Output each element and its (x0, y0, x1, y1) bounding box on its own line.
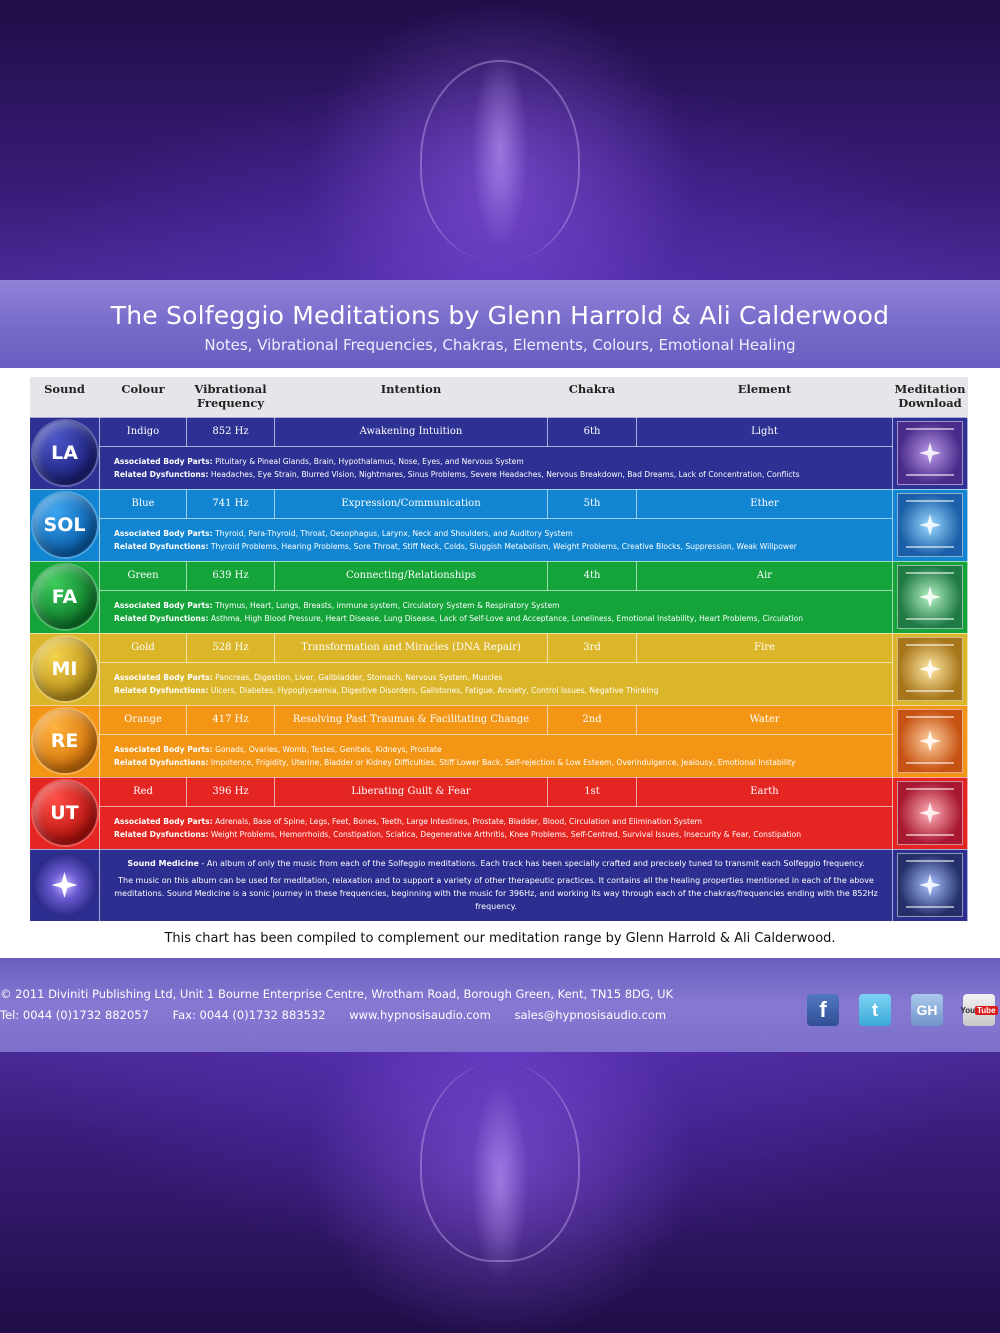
table-row (30, 561, 968, 590)
table-row-details (30, 446, 968, 489)
sound-cell (30, 561, 100, 633)
telephone-text: Tel: 0044 (0)1732 882057 (0, 1008, 149, 1022)
solfeggio-table (29, 377, 968, 922)
sound-cell (30, 417, 100, 489)
colour-cell: Orange (100, 705, 187, 734)
frequency-cell: 528 Hz (187, 633, 275, 662)
dysfunctions-text: Headaches, Eye Strain, Blurred Vision, Nightmares, Sinus Problems, Severe Headaches, Nervous Breakdown, Bad Dreams, Lack of Concentration, Conflicts (210, 469, 800, 479)
dysfunctions-label: Related Dysfunctions: (114, 469, 209, 479)
album-cover-741hz[interactable] (897, 493, 963, 557)
table-row (30, 633, 968, 662)
body-parts-label: Associated Body Parts: (114, 816, 213, 826)
element-cell: Light (637, 417, 893, 446)
frequency-cell: 741 Hz (187, 489, 275, 518)
twitter-icon[interactable]: t (859, 994, 891, 1026)
body-parts-label: Associated Body Parts: (114, 744, 213, 754)
sound-medicine-line1: - An album of only the music from each of the Solfeggio meditations. Each track has been specially crafted and precisely tuned to transmit each Solfeggio frequency. (198, 859, 865, 868)
frequency-cell: 852 Hz (187, 417, 275, 446)
email-link[interactable]: sales@hypnosisaudio.com (514, 1008, 667, 1022)
intention-cell: Transformation and Miracles (DNA Repair) (275, 633, 548, 662)
gh-icon[interactable]: GH (911, 994, 943, 1026)
sound-orb-fa: FA (33, 565, 97, 629)
details-cell (100, 446, 893, 489)
youtube-tube: Tube (977, 1005, 996, 1015)
chakra-cell: 2nd (548, 705, 637, 734)
frequency-cell: 417 Hz (187, 705, 275, 734)
contact-line (0, 1008, 686, 1022)
sound-orb-re: RE (33, 709, 97, 773)
col-header-chakra: Chakra (548, 377, 637, 417)
frequency-cell: 639 Hz (187, 561, 275, 590)
col-header-element: Element (637, 377, 893, 417)
colour-cell: Red (100, 777, 187, 806)
col-header-download: Meditation Download (893, 377, 968, 417)
website-link[interactable]: www.hypnosisaudio.com (349, 1008, 491, 1022)
details-cell (100, 734, 893, 777)
sound-cell (30, 705, 100, 777)
details-cell (100, 590, 893, 633)
element-cell: Ether (637, 489, 893, 518)
table-row (30, 417, 968, 446)
download-cell[interactable] (893, 705, 968, 777)
table-row (30, 777, 968, 806)
page-title: The Solfeggio Meditations by Glenn Harrold & Ali Calderwood (110, 301, 890, 330)
colour-cell: Indigo (100, 417, 187, 446)
table-row-details (30, 806, 968, 849)
download-cell[interactable] (893, 561, 968, 633)
album-cover-852hz[interactable] (897, 421, 963, 485)
sound-medicine-name: Sound Medicine (127, 859, 199, 868)
download-cell[interactable] (893, 489, 968, 561)
body-parts-text: Pancreas, Digestion, Liver, Gallbladder, Stomach, Nervous System, Muscles (215, 672, 503, 682)
table-header-row (30, 377, 968, 417)
dysfunctions-label: Related Dysfunctions: (114, 757, 209, 767)
body-parts-label: Associated Body Parts: (114, 672, 213, 682)
album-cover-528hz[interactable] (897, 637, 963, 701)
album-cover-sound-medicine[interactable] (897, 853, 963, 917)
chakra-cell: 5th (548, 489, 637, 518)
download-cell[interactable] (893, 417, 968, 489)
facebook-icon[interactable]: f (807, 994, 839, 1026)
merkaba-emblem-icon (32, 853, 98, 917)
chakra-cell: 3rd (548, 633, 637, 662)
dysfunctions-text: Impotence, Frigidity, Uterine, Bladder or Kidney Difficulties, Stiff Lower Back, Self-rejection & Low Esteem, Overindulgence, Jealousy, Emotional Instability (210, 757, 796, 767)
background-top (0, 0, 1000, 280)
dysfunctions-text: Weight Problems, Hemorrhoids, Constipation, Sciatica, Degenerative Arthritis, Knee Problems, Self-Centred, Survival Issues, Insecurity & Fear, Constipation (210, 829, 802, 839)
youtube-you: You (960, 1005, 975, 1015)
copyright-text: © 2011 Diviniti Publishing Ltd, Unit 1 Bourne Enterprise Centre, Wrotham Road, Borough Green, Kent, TN15 8DG, UK (0, 987, 674, 1001)
table-row-details (30, 734, 968, 777)
element-cell: Earth (637, 777, 893, 806)
colour-cell: Green (100, 561, 187, 590)
dysfunctions-label: Related Dysfunctions: (114, 685, 209, 695)
body-parts-text: Adrenals, Base of Spine, Legs, Feet, Bones, Teeth, Large Intestines, Prostate, Bladder, Blood, Circulation and Elimination System (215, 816, 703, 826)
sound-medicine-description (100, 849, 893, 921)
footer (0, 958, 1000, 1052)
intention-cell: Liberating Guilt & Fear (275, 777, 548, 806)
col-header-intention: Intention (275, 377, 548, 417)
album-cover-417hz[interactable] (897, 709, 963, 773)
youtube-icon[interactable] (960, 994, 996, 1026)
body-parts-text: Thymus, Heart, Lungs, Breasts, immune system, Circulatory System & Respiratory System (215, 600, 560, 610)
table-row-details (30, 518, 968, 561)
chakra-cell: 4th (548, 561, 637, 590)
body-parts-text: Pituitary & Pineal Glands, Brain, Hypothalamus, Nose, Eyes, and Nervous System (215, 456, 524, 466)
sound-medicine-row (30, 849, 968, 921)
col-header-frequency: Vibrational Frequency (187, 377, 275, 417)
table-row (30, 705, 968, 734)
chakra-cell: 6th (548, 417, 637, 446)
sound-orb-ut: UT (33, 781, 97, 845)
sound-cell (30, 777, 100, 849)
intention-cell: Awakening Intuition (275, 417, 548, 446)
body-parts-label: Associated Body Parts: (114, 600, 213, 610)
sound-orb-mi: MI (33, 637, 97, 701)
background-bottom (0, 1052, 1000, 1333)
body-parts-text: Gonads, Ovaries, Womb, Testes, Genitals, Kidneys, Prostate (215, 744, 442, 754)
chart-caption: This chart has been compiled to complement our meditation range by Glenn Harrold & Ali Calderwood. (164, 931, 836, 946)
header-band (0, 280, 1000, 368)
sound-cell (30, 489, 100, 561)
col-header-sound: Sound (30, 377, 100, 417)
details-cell (100, 662, 893, 705)
element-cell: Air (637, 561, 893, 590)
table-row-details (30, 590, 968, 633)
intention-cell: Resolving Past Traumas & Facilitating Change (275, 705, 548, 734)
download-cell[interactable] (893, 777, 968, 849)
album-cover-639hz[interactable] (897, 565, 963, 629)
sound-medicine-emblem-cell (30, 849, 100, 921)
element-cell: Water (637, 705, 893, 734)
flame-graphic (420, 60, 580, 260)
details-cell (100, 518, 893, 561)
chakra-cell: 1st (548, 777, 637, 806)
body-parts-label: Associated Body Parts: (114, 528, 213, 538)
dysfunctions-label: Related Dysfunctions: (114, 541, 209, 551)
col-header-colour: Colour (100, 377, 187, 417)
dysfunctions-text: Thyroid Problems, Hearing Problems, Sore Throat, Stiff Neck, Colds, Sluggish Metabolism, Weight Problems, Creative Blocks, Suppression, Weak Willpower (210, 541, 797, 551)
sound-orb-la: LA (33, 421, 97, 485)
dysfunctions-text: Asthma, High Blood Pressure, Heart Disease, Lung Disease, Lack of Self-Love and Acceptance, Loneliness, Emotional Instability, Heart Problems, Circulation (210, 613, 804, 623)
flame-graphic-reflection (420, 1062, 580, 1262)
dysfunctions-label: Related Dysfunctions: (114, 613, 209, 623)
sound-cell (30, 633, 100, 705)
album-cover-396hz[interactable] (897, 781, 963, 845)
colour-cell: Gold (100, 633, 187, 662)
body-parts-label: Associated Body Parts: (114, 456, 213, 466)
element-cell: Fire (637, 633, 893, 662)
page-subtitle: Notes, Vibrational Frequencies, Chakras, Elements, Colours, Emotional Healing (204, 336, 796, 354)
frequency-cell: 396 Hz (187, 777, 275, 806)
table-row-details (30, 662, 968, 705)
sound-medicine-line2: The music on this album can be used for meditation, relaxation and to support a variety of other therapeutic practices. It contains all the healing properties mentioned in each of the above meditations. Sound Medicine is a sonic journey in these frequencies, beginning with the music for 396Hz, and working its way through each of the chakras/frequencies ending with the 852Hz frequency. (114, 876, 878, 911)
details-cell (100, 806, 893, 849)
intention-cell: Connecting/Relationships (275, 561, 548, 590)
download-cell[interactable] (893, 633, 968, 705)
body-parts-text: Thyroid, Para-Thyroid, Throat, Oesophagus, Larynx, Neck and Shoulders, and Auditory System (215, 528, 573, 538)
fax-text: Fax: 0044 (0)1732 883532 (172, 1008, 326, 1022)
colour-cell: Blue (100, 489, 187, 518)
intention-cell: Expression/Communication (275, 489, 548, 518)
dysfunctions-text: Ulcers, Diabetes, Hypoglycaemia, Digestive Disorders, Gallstones, Fatigue, Anxiety, Control Issues, Negative Thinking (210, 685, 659, 695)
download-cell[interactable] (893, 849, 968, 921)
sound-orb-sol: SOL (33, 493, 97, 557)
dysfunctions-label: Related Dysfunctions: (114, 829, 209, 839)
table-row (30, 489, 968, 518)
